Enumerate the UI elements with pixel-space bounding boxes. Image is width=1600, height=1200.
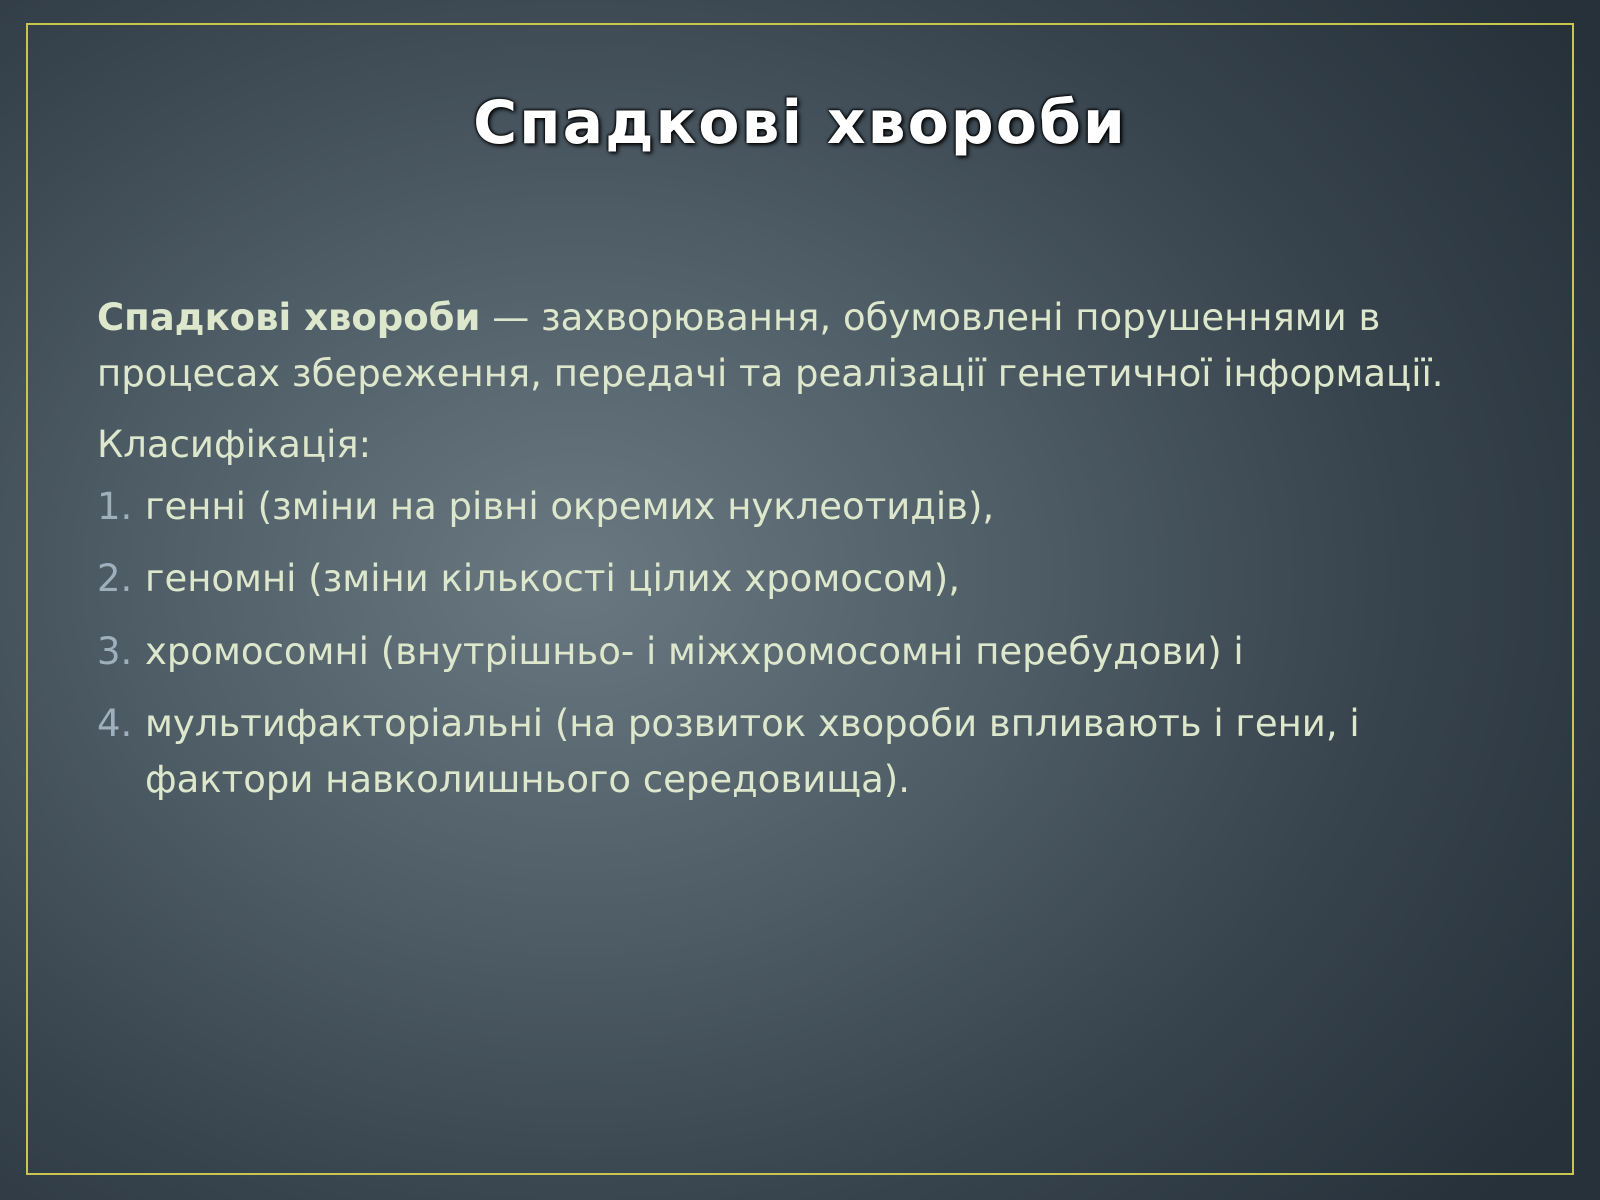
classification-list xyxy=(97,479,1527,808)
list-item-number: 4. xyxy=(97,702,133,745)
list-item-text: генні (зміни на рівні окремих нуклеотидів), xyxy=(145,484,995,528)
list-item-number: 2. xyxy=(97,557,133,600)
list-item-text: мультифакторіальні (на розвиток хвороби впливають і гени, і фактори навколишнього середовища). xyxy=(145,702,1360,801)
list-item xyxy=(97,551,1527,607)
definition-text: — захворювання, обумовлені порушеннями в процесах збереження, передачі та реалізації генетичної інформації. xyxy=(97,296,1444,395)
definition-term: Спадкові хвороби xyxy=(97,296,481,339)
list-item xyxy=(97,696,1527,807)
list-item-text: хромосомні (внутрішньо- і міжхромосомні перебудови) і xyxy=(145,629,1244,673)
list-item-number: 1. xyxy=(97,484,133,528)
slide-body xyxy=(97,290,1527,824)
definition-paragraph xyxy=(97,290,1527,401)
list-item xyxy=(97,479,1527,535)
slide-title: Спадкові хвороби xyxy=(473,88,1127,158)
list-item xyxy=(97,624,1527,680)
classification-label: Класифікація: xyxy=(97,423,372,466)
list-item-text: геномні (зміни кількості цілих хромосом), xyxy=(145,557,960,600)
list-item-number: 3. xyxy=(97,629,133,673)
